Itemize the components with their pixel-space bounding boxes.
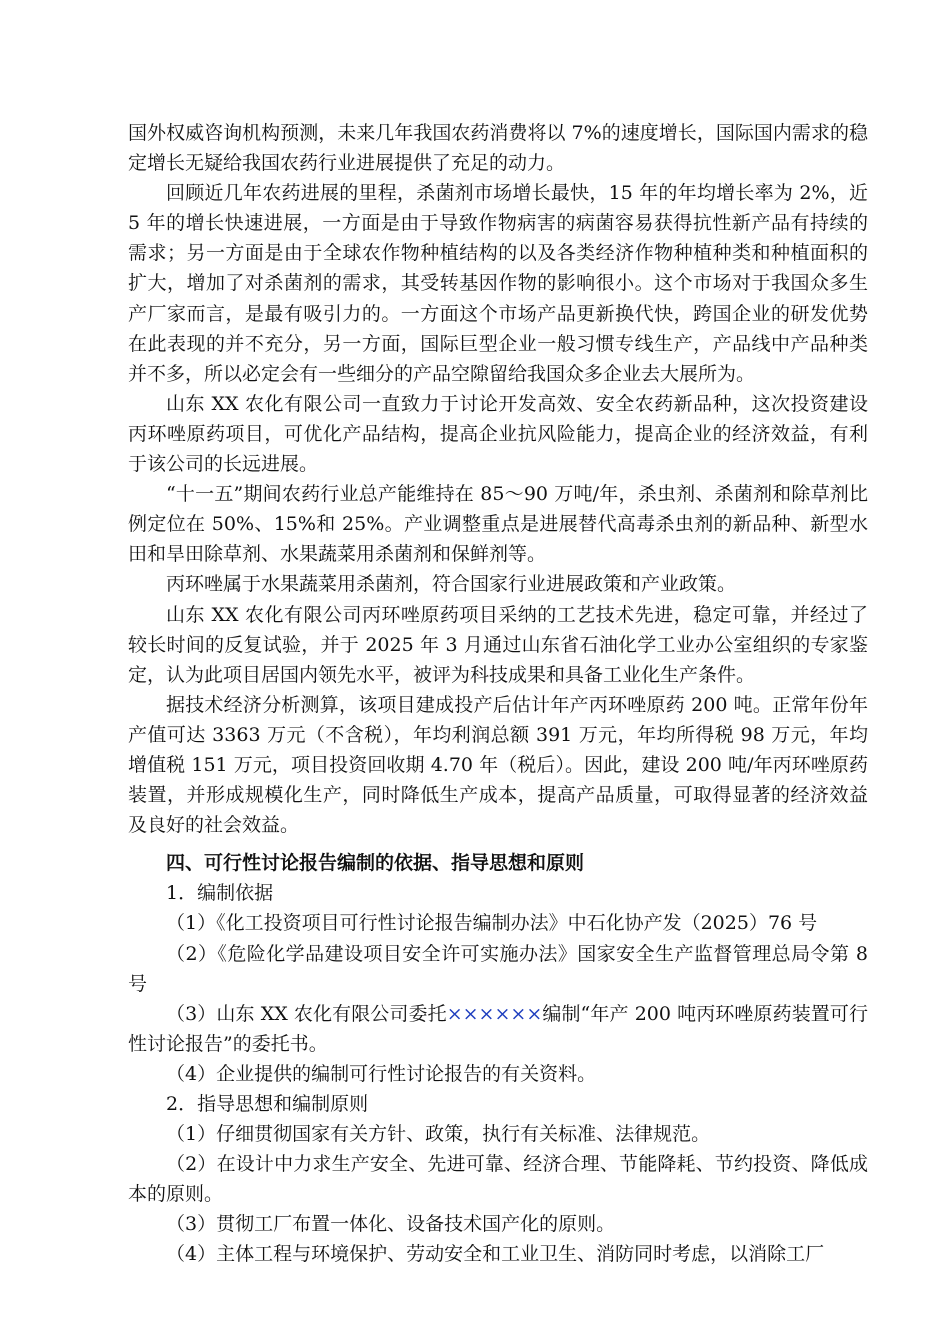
basis-item-3-prefix: （3）山东 XX 农化有限公司委托 bbox=[166, 1002, 447, 1025]
principle-item-3: （3）贯彻工厂布置一体化、设备技术国产化的原则。 bbox=[166, 1213, 616, 1236]
document-body bbox=[128, 118, 868, 1270]
basis-item-3 bbox=[128, 999, 868, 1059]
paragraph-company-investment: 山东 XX 农化有限公司一直致力于讨论开发高效、安全农药新品种，这次投资建设丙环唑原药项目，可优化产品结构，提高企业抗风险能力，提高企业的经济效益，有利于该公司的长远进展。 bbox=[128, 392, 868, 476]
paragraph-policy-fit: 丙环唑属于水果蔬菜用杀菌剂，符合国家行业进展政策和产业政策。 bbox=[166, 573, 737, 596]
basis-item-2: （2）《危险化学品建设项目安全许可实施办法》国家安全生产监督管理总局令第 8 号 bbox=[128, 942, 868, 995]
principle-item-4: （4）主体工程与环境保护、劳动安全和工业卫生、消防同时考虑，以消除工厂 bbox=[166, 1243, 825, 1266]
basis-item-3-suffix: 编制“年产 200 吨丙环唑原药装置可行性讨论报告”的委托书。 bbox=[128, 1002, 868, 1055]
paragraph-economics: 据技术经济分析测算，该项目建成投产后估计年产丙环唑原药 200 吨。正常年份年产值可达 3363 万元（不含税），年均利润总额 391 万元，年均所得税 98 万元，年均增值税 151 万元，项目投资回收期 4.70 年（税后）。因此，建设 200 吨/年丙环唑原药装置，并形成规模化生产，同时降低生产成本，提高产品质量，可取得显著的经济效益及良好的社会效益。 bbox=[128, 693, 868, 837]
paragraph-technology: 山东 XX 农化有限公司丙环唑原药项目采纳的工艺技术先进，稳定可靠，并经过了较长时间的反复试验，并于 2025 年 3 月通过山东省石油化学工业办公室组织的专家鉴定，认为此项目居国内领先水平，被评为科技成果和具备工业化生产条件。 bbox=[128, 603, 868, 686]
subsection-basis-title: 1．编制依据 bbox=[166, 882, 274, 905]
principle-item-1: （1）仔细贯彻国家有关方针、政策，执行有关标准、法律规范。 bbox=[166, 1123, 711, 1146]
paragraph-fungicide-market: 回顾近几年农药进展的里程，杀菌剂市场增长最快，15 年的年均增长率为 2%，近 5 年的增长快速进展，一方面是由于导致作物病害的病菌容易获得抗性新产品有持续的需求；另一方面是由于全球农作物种植结构的以及各类经济作物种植种类和种植面积的扩大，增加了对杀菌剂的需求，其受转基因作物的影响很小。这个市场对于我国众多生产厂家而言，是最有吸引力的。一方面这个市场产品更新换代快，跨国企业的研发优势在此表现的并不充分，另一方面，国际巨型企业一般习惯专线生产，产品线中产品种类并不多，所以必定会有一些细分的产品空隙留给我国众多企业去大展所为。 bbox=[128, 182, 868, 385]
subsection-principles-title: 2．指导思想和编制原则 bbox=[166, 1093, 369, 1115]
section-heading: 四、可行性讨论报告编制的依据、指导思想和原则 bbox=[166, 852, 585, 875]
basis-item-1: （1）《化工投资项目可行性讨论报告编制办法》中石化协产发（2025）76 号 bbox=[166, 912, 818, 935]
basis-item-4: （4）企业提供的编制可行性讨论报告的有关资料。 bbox=[166, 1062, 597, 1085]
principle-item-2: （2）在设计中力求生产安全、先进可靠、经济合理、节能降耗、节约投资、降低成本的原则。 bbox=[128, 1153, 868, 1206]
paragraph-five-year-plan: “十一五”期间农药行业总产能维持在 85～90 万吨/年，杀虫剂、杀菌剂和除草剂比例定位在 50%、15%和 25%。产业调整重点是进展替代高毒杀虫剂的新品种、新型水田和旱田除草剂、水果蔬菜用杀菌剂和保鲜剂等。 bbox=[128, 483, 868, 566]
redacted-entity: ×××××× bbox=[446, 1002, 543, 1025]
paragraph-demand-forecast: 国外权威咨询机构预测，未来几年我国农药消费将以 7%的速度增长，国际国内需求的稳定增长无疑给我国农药行业进展提供了充足的动力。 bbox=[128, 122, 868, 175]
